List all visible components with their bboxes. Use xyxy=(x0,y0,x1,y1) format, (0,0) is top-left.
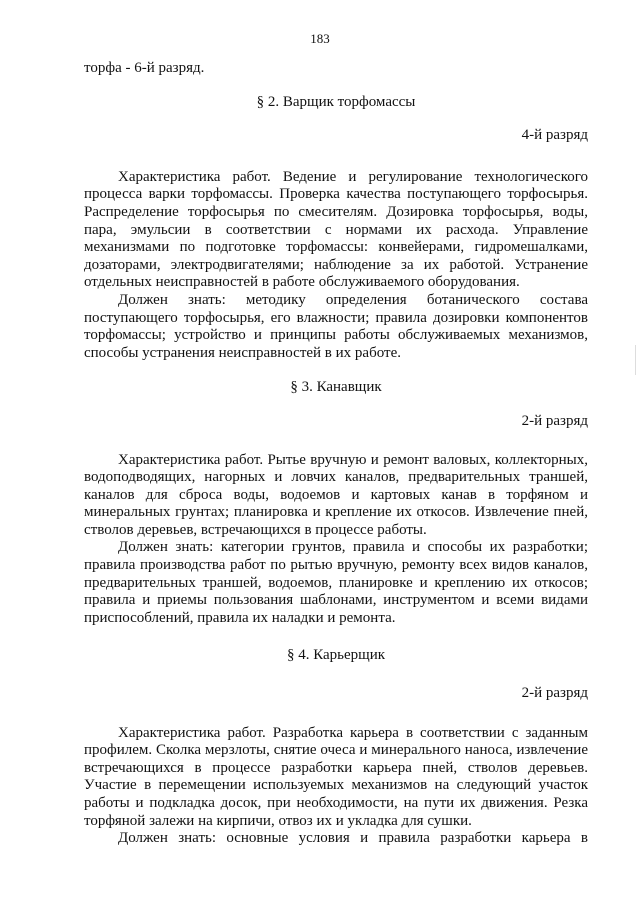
section-heading-kanavshchik: § 3. Канавщик xyxy=(290,379,382,396)
page-content xyxy=(84,60,588,848)
page-number: 183 xyxy=(310,31,330,46)
section-rank-kanavshchik: 2-й разряд xyxy=(521,412,588,429)
scan-edge-mark xyxy=(635,345,636,375)
section-rank-karershchik: 2-й разряд xyxy=(521,685,588,702)
required-knowledge-paragraph: Должен знать: методику определения ботанического состава поступающего торфосырья, его влажности; правила дозировки компонентов торфомассы; устройство и принципы работы обслуживаемых механизмов, способы устранения неисправностей в их работе. xyxy=(84,291,588,361)
required-knowledge-paragraph: Должен знать: категории грунтов, правила и способы их разработки; правила производства работ по рытью вручную, ремонту всех видов каналов, предварительных траншей, водоемов, планировке и креплению их откосов; правила и приемы пользования шаблонами, инструментом и всеми видами приспособлений, правила их наладки и ремонта. xyxy=(84,539,588,626)
required-knowledge-paragraph: Должен знать: основные условия и правила разработки карьера в xyxy=(118,830,588,847)
section-heading-varshchik: § 2. Варщик торфомассы xyxy=(256,93,416,110)
work-characteristics-paragraph: Характеристика работ. Рытье вручную и ремонт валовых, коллекторных, водоподводящих, нагорных и ловчих каналов, предварительных траншей, каналов для сброса воды, водоемов и картовых канав в торфяном и минеральных грунтах; планировка и крепление их откосов. Извлечение пней, стволов деревьев, встречающихся в процессе работы. xyxy=(84,451,588,538)
intro-text: торфа - 6-й разряд. xyxy=(84,60,205,76)
section-rank-varshchik: 4-й разряд xyxy=(521,127,588,144)
section-heading-karershchik: § 4. Карьерщик xyxy=(286,647,386,664)
work-characteristics-paragraph: Характеристика работ. Ведение и регулирование технологического процесса варки торфомассы. Проверка качества поступающего торфосырья. Распределение торфосырья по смесителям. Дозировка торфосырья, воды, пара, эмульсии в соответствии с нормами их расхода. Управление механизмами по подготовке торфомассы: конвейерами, гидромешалками, дозаторами, электродвигателями; наблюдение за их работой. Устранение отдельных неисправностей в работе обслуживаемого оборудования. xyxy=(84,168,588,291)
work-characteristics-paragraph: Характеристика работ. Разработка карьера в соответствии с заданным профилем. Сколка мерзлоты, снятие очеса и минерального наноса, извлечение встречающихся в процессе разработки карьера пней, стволов деревьев. Участие в перемещении используемых механизмов на следующий участок работы и подкладка досок, при необходимости, на пути их движения. Резка торфяной залежи на кирпичи, отвоз их и укладка для сушки. xyxy=(84,724,588,829)
